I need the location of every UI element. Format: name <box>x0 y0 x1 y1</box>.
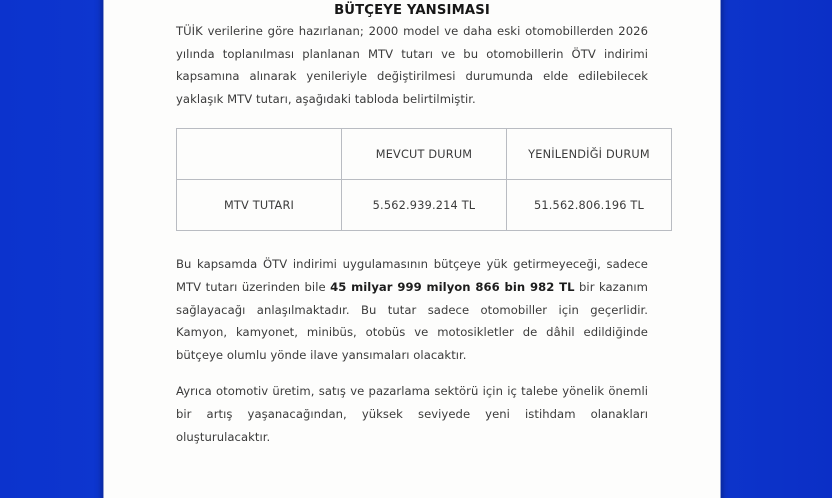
mtv-amount-table <box>176 128 672 231</box>
document-body-conclusion <box>104 253 720 448</box>
table-header-empty-cell <box>177 129 342 180</box>
paragraph-budget-impact-amount: 45 milyar 999 milyon 866 bin 982 TL <box>330 279 575 294</box>
document-title-line-2: BÜTÇEYE YANSIMASI <box>334 3 490 18</box>
table-header-row <box>177 129 672 180</box>
table-row-label-mtv-amount: MTV TUTARI <box>177 180 342 231</box>
paragraph-intro: TÜİK verilerine göre hazırlanan; 2000 model ve daha eski otomobillerden 2026 yılında toplanılması planlanan MTV tutarı ve bu otomobillerin ÖTV indirimi kapsamına alınarak yenileriyle değiştirilmesi durumunda elde edilebilecek yaklaşık MTV tutarı, aşağıdaki tabloda belirtilmiştir. <box>176 24 648 106</box>
table-row <box>177 180 672 231</box>
table-header-renewed-status: YENİLENDİĞİ DURUM <box>507 129 672 180</box>
table-cell-renewed-amount: 51.562.806.196 TL <box>507 180 672 231</box>
document-body-intro <box>104 20 720 110</box>
document-title <box>104 0 720 20</box>
table-cell-current-amount: 5.562.939.214 TL <box>342 180 507 231</box>
paragraph-budget-impact <box>176 253 648 366</box>
paragraph-budget-impact-tail: bir kazanım sağlayacağı anlaşılmaktadır. Bu tutar sadece otomobiller için geçerlidir. Kamyon, kamyonet, minibüs, otobüs ve motosikletler de dâhil edildiğinde bütçeye olumlu yönde ilave yansımaları olacaktır. <box>176 279 648 362</box>
mtv-table-container <box>104 128 720 231</box>
paragraph-employment-impact: Ayrıca otomotiv üretim, satış ve pazarlama sektörü için iç talebe yönelik önemli bir artış yaşanacağından, yüksek seviyede yeni istihdam olanakları oluşturulacaktır. <box>176 384 648 444</box>
paragraph-budget-impact-lead: Bu kapsamda ÖTV indirimi uygulamasının bütçeye yük getirmeyeceği, sadece MTV tutarı üzerinden bile <box>176 257 648 294</box>
table-header-current-status: MEVCUT DURUM <box>342 129 507 180</box>
document-page <box>104 0 720 498</box>
document-page-content <box>104 0 720 448</box>
